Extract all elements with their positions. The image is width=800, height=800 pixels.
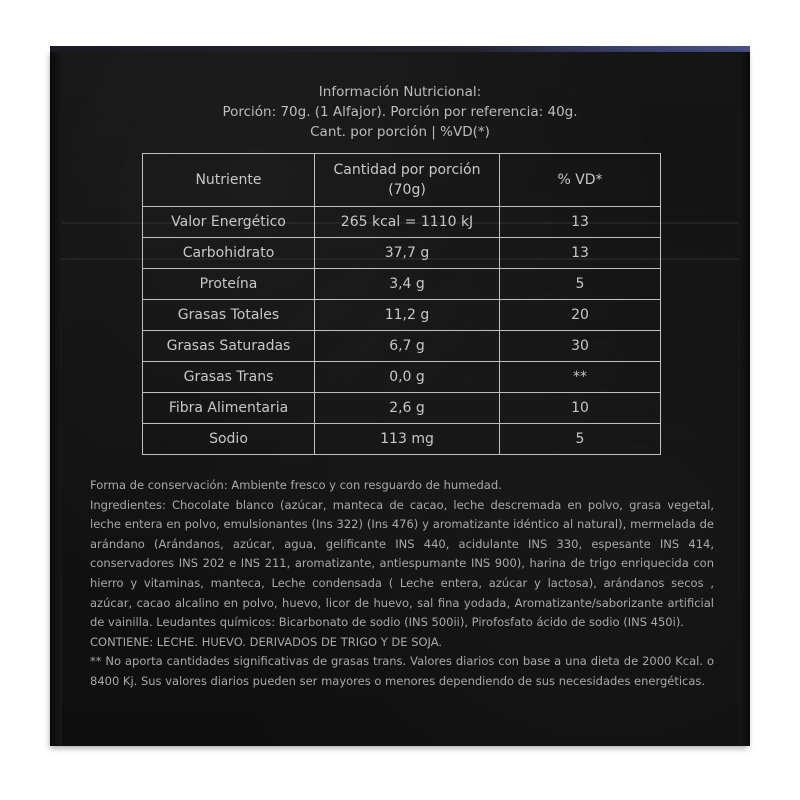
- nutrient-cell: Grasas Saturadas: [143, 331, 315, 362]
- label-text-block: [90, 476, 714, 692]
- header-amount-line2: (70g): [388, 182, 426, 198]
- amount-cell: 2,6 g: [315, 393, 500, 424]
- nutrition-header: [0, 82, 800, 142]
- header-amount-line1: Cantidad por porción: [333, 162, 481, 178]
- nutrient-cell: Proteína: [143, 269, 315, 300]
- amount-cell: 37,7 g: [315, 238, 500, 269]
- vd-cell: 13: [500, 207, 661, 238]
- amount-cell: 3,4 g: [315, 269, 500, 300]
- nutrient-cell: Grasas Totales: [143, 300, 315, 331]
- table-row: [143, 238, 661, 269]
- table-row: [143, 331, 661, 362]
- conservation-text: Forma de conservación: Ambiente fresco y con resguardo de humedad.: [90, 478, 502, 492]
- nutrition-table: [142, 153, 661, 455]
- vd-cell: 13: [500, 238, 661, 269]
- nutrition-table-body: [143, 207, 661, 455]
- vd-cell: **: [500, 362, 661, 393]
- amount-cell: 11,2 g: [315, 300, 500, 331]
- nutrient-cell: Valor Energético: [143, 207, 315, 238]
- portion-info: Porción: 70g. (1 Alfajor). Porción por referencia: 40g.: [222, 104, 578, 120]
- table-row: [143, 362, 661, 393]
- header-nutrient: Nutriente: [143, 154, 315, 207]
- vd-cell: 20: [500, 300, 661, 331]
- allergens-text: CONTIENE: LECHE. HUEVO. DERIVADOS DE TRIGO Y DE SOJA.: [90, 634, 443, 649]
- nutrient-cell: Carbohidrato: [143, 238, 315, 269]
- nutrition-title: Información Nutricional:: [318, 84, 482, 100]
- nutrient-cell: Fibra Alimentaria: [143, 393, 315, 424]
- table-row: [143, 207, 661, 238]
- vd-cell: 5: [500, 269, 661, 300]
- amount-cell: 0,0 g: [315, 362, 500, 393]
- table-row: [143, 300, 661, 331]
- vd-cell: 10: [500, 393, 661, 424]
- ingredients-text: Ingredientes: Chocolate blanco (azúcar, manteca de cacao, leche descremada en polvo, grasa vegetal, leche entera en polvo, emulsionantes (Ins 322) (Ins 476) y aromatizante idéntico al natural), mermelada de arándano (Arándanos, azúcar, agua, gelificante INS 440, acidulante INS 330, espesante INS 414, conservadores INS 202 e INS 211, aromatizante, antiespumante INS 900), harina de trigo enriquecida con hierro y vitaminas, manteca, Leche condensada ( Leche entera, azúcar y lactosa), arándanos secos , azúcar, cacao alcalino en polvo, huevo, licor de huevo, sal fina yodada, Aromatizante/saborizante artificial de vainilla. Leudantes químicos: Bicarbonato de sodio (INS 500ii), Pirofosfato ácido de sodio (INS 450i).: [90, 497, 714, 630]
- amount-cell: 113 mg: [315, 424, 500, 455]
- table-row: [143, 393, 661, 424]
- nutrient-cell: Sodio: [143, 424, 315, 455]
- nutrient-cell: Grasas Trans: [143, 362, 315, 393]
- amount-cell: 265 kcal = 1110 kJ: [315, 207, 500, 238]
- table-header-row: [143, 154, 661, 207]
- box-right-edge: [738, 52, 750, 746]
- portion-subtitle: Cant. por porción | %VD(*): [310, 124, 490, 140]
- footnote-text: ** No aporta cantidades significativas de grasas trans. Valores diarios con base a una dieta de 2000 Kcal. o 8400 Kj. Sus valores diarios pueden ser mayores o menores dependiendo de sus necesidades energéticas.: [90, 654, 714, 688]
- header-vd: % VD*: [500, 154, 661, 207]
- nutrition-table-wrap: [142, 153, 661, 455]
- amount-cell: 6,7 g: [315, 331, 500, 362]
- header-amount: [315, 154, 500, 207]
- vd-cell: 5: [500, 424, 661, 455]
- vd-cell: 30: [500, 331, 661, 362]
- table-row: [143, 269, 661, 300]
- table-row: [143, 424, 661, 455]
- box-left-edge: [50, 52, 62, 746]
